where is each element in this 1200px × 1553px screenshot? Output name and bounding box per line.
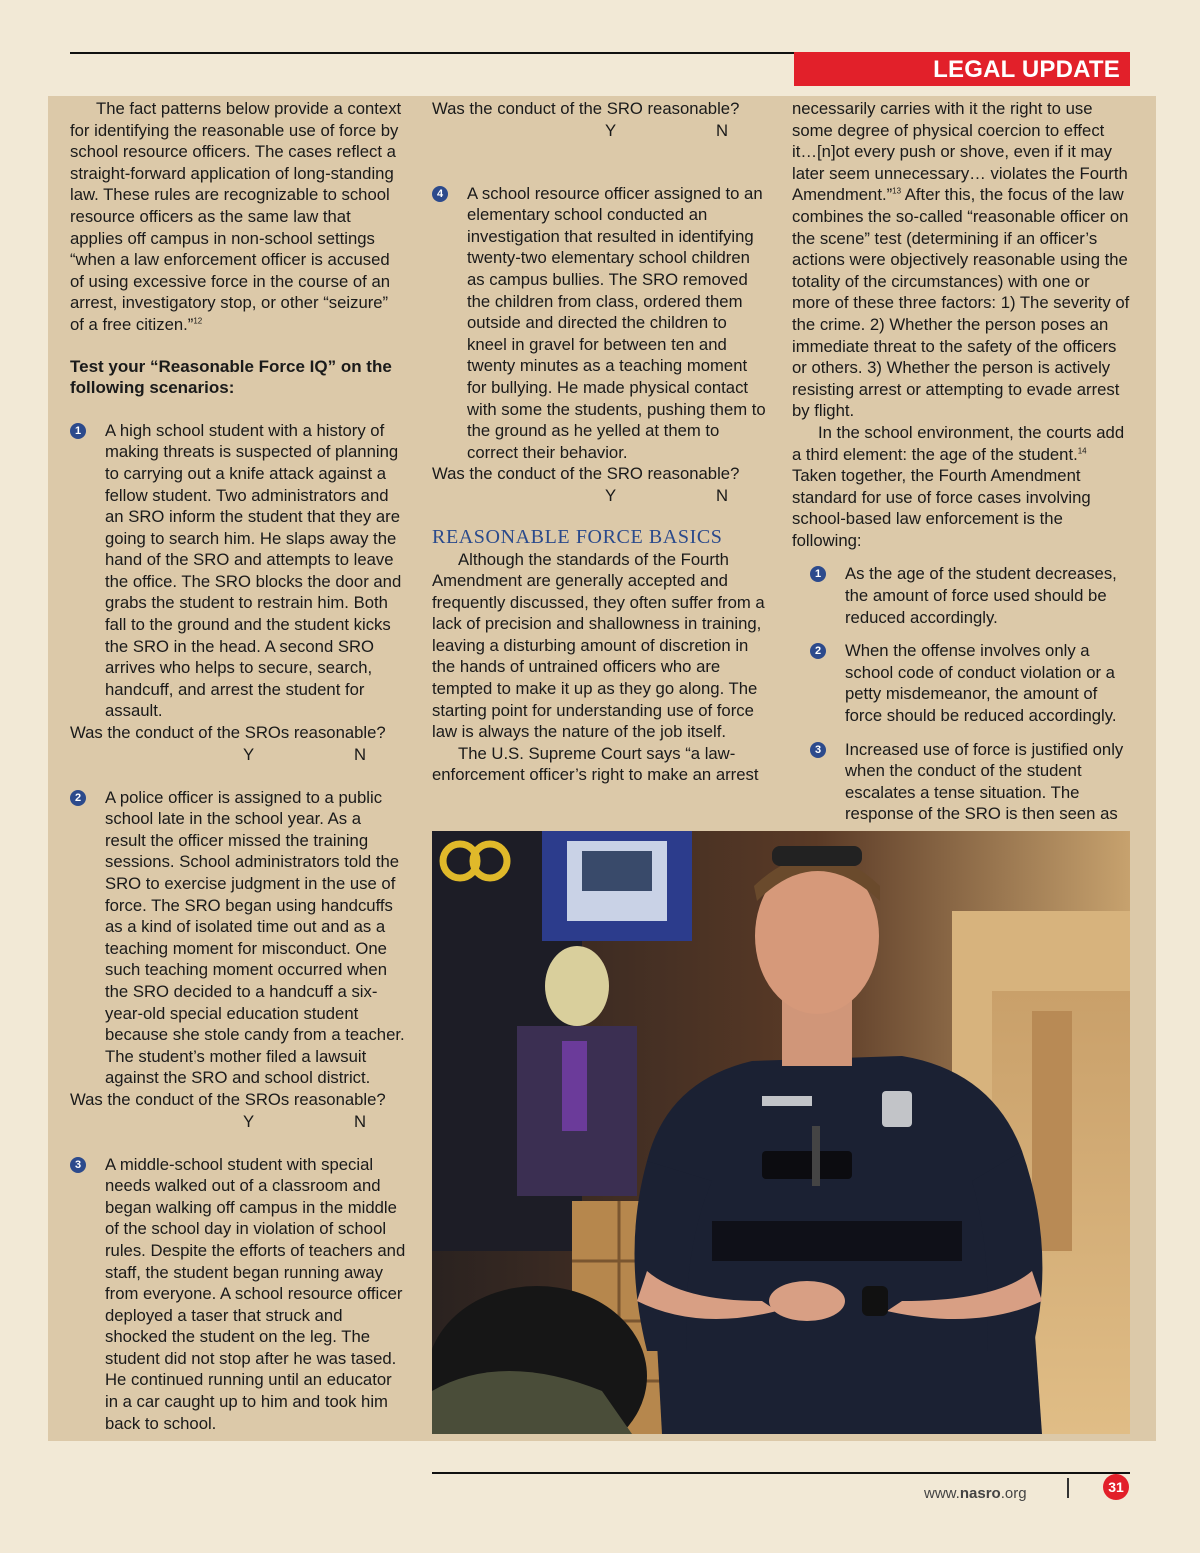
no-option[interactable]: N <box>716 120 729 140</box>
url-prefix: www. <box>924 1485 960 1502</box>
factor-text: When the offense involves only a school code of conduct violation or a petty misdemeanor, the amount of force should be reduced accordingly. <box>845 641 1117 726</box>
no-option[interactable]: N <box>354 1111 367 1131</box>
body-paragraph-1 <box>792 98 1130 422</box>
no-option[interactable]: N <box>716 485 729 505</box>
factor-2 <box>810 640 1130 726</box>
column-3 <box>792 98 1130 847</box>
no-option[interactable]: N <box>354 744 367 764</box>
number-badge: 2 <box>810 643 826 659</box>
footer-separator <box>1067 1478 1069 1498</box>
url-suffix: .org <box>1000 1485 1027 1502</box>
column-1 <box>70 98 406 1434</box>
footnote-ref: 13 <box>892 186 902 196</box>
scenario-4 <box>432 183 768 464</box>
factor-1 <box>810 563 1130 628</box>
paragraph-text: necessarily carries with it the right to use some degree of physical coercion to effect it…[n]ot every push or shove, even if it may later seem unnecessary… violates the Fourth Amendment.” <box>792 99 1128 205</box>
url-domain: nasro <box>959 1485 1001 1502</box>
intro-paragraph <box>70 98 406 336</box>
question-2: Was the conduct of the SROs reasonable? <box>70 1089 386 1109</box>
scenario-2 <box>70 787 406 1089</box>
answer-row-4 <box>432 485 768 507</box>
question-1: Was the conduct of the SROs reasonable? <box>70 723 386 743</box>
number-badge: 3 <box>810 742 826 758</box>
yes-option[interactable]: Y <box>243 1111 255 1131</box>
scenario-text: A high school student with a history of making threats is suspected of planning to carrying out a knife attack against a fellow student. Two administrators and an SRO inform the student that they are going to search him. He slaps away the hand of the SRO and attempts to leave the office. The SRO blocks the door and grabs the student to restrain him. Both fall to the ground and the student kicks the SRO in the head. A second SRO arrives who helps to secure, search, handcuff, and arrest the student for assault. <box>105 420 402 721</box>
number-badge: 2 <box>70 790 86 806</box>
question-4: Was the conduct of the SRO reasonable? <box>432 464 740 484</box>
answer-row-2 <box>70 1111 406 1133</box>
answer-row-1 <box>70 744 406 766</box>
scenario-text: A middle-school student with special needs walked out of a classroom and began walking off campus in the middle of the school day in violation of school rules. Despite the efforts of teachers and staff, the student began running away from everyone. A school resource officer deployed a taser that struck and shocked the student on the leg. The student did not stop after he was tased. He continued running until an educator in a car caught up to him and took him back to school. <box>105 1154 406 1433</box>
scenario-3 <box>70 1154 406 1435</box>
number-badge: 1 <box>70 423 86 439</box>
factor-text: Increased use of force is justified only when the conduct of the student escalates a tense situation. The response of the SRO is then seen as <box>845 739 1124 824</box>
yes-option[interactable]: Y <box>243 744 255 764</box>
body-paragraph-2 <box>792 422 1130 552</box>
yes-option[interactable]: Y <box>605 485 617 505</box>
yes-option[interactable]: Y <box>605 120 617 140</box>
scenario-text: A police officer is assigned to a public school late in the school year. As a result the officer missed the training sessions. School administrators told the SRO to exercise judgment in the use of force. The SRO began using handcuffs as a kind of isolated time out and as a teaching moment for misconduct. One such teaching moment occurred when the SRO decided to a handcuff a six-year-old special education student because she stole candy from a teacher. The student’s mother filed a lawsuit against the SRO and school district. <box>105 787 405 1088</box>
section-heading: REASONABLE FORCE BASICS <box>432 525 723 548</box>
footer-url[interactable] <box>924 1485 1027 1502</box>
column-2 <box>432 98 768 786</box>
page-number: 31 <box>1103 1474 1129 1500</box>
footnote-ref: 12 <box>193 316 203 326</box>
bottom-rule <box>432 1472 1130 1474</box>
scenario-1 <box>70 420 406 722</box>
number-badge: 3 <box>70 1157 86 1173</box>
basics-paragraph-1: Although the standards of the Fourth Amendment are generally accepted and frequently discussed, they often suffer from a lack of precision and shallowness in training, leaving a disturbing amount of discretion in the hands of untrained officers who are tempted to make it up as they go along. The starting point for understanding use of force law is always the nature of the job itself. <box>432 549 765 742</box>
intro-text: The fact patterns below provide a context for identifying the reasonable use of force by school resource officers. The cases reflect a straight-forward application of long-standing law. These rules are recognizable to school resource officers as the same law that applies off campus in non-school settings “when a law enforcement officer is accused of using excessive force in the course of an arrest, investigatory stop, or other “seizure” of a free citizen.” <box>70 99 402 334</box>
number-badge: 4 <box>432 186 448 202</box>
number-badge: 1 <box>810 566 826 582</box>
basics-paragraph-2: The U.S. Supreme Court says “a law-enforcement officer’s right to make an arrest <box>432 743 759 785</box>
officer-photo <box>432 831 1130 1434</box>
scenario-text: A school resource officer assigned to an elementary school conducted an investigation that resulted in identifying twenty-two elementary school children as campus bullies. The SRO removed the children from class, ordered them outside and directed the children to kneel in gravel for between ten and twenty minutes as a teaching moment for bullying. He made physical contact with some the students, pushing them to the ground as he yelled at them to correct their behavior. <box>467 183 766 462</box>
top-rule <box>70 52 795 54</box>
answer-row-3 <box>432 120 768 142</box>
paragraph-text: Taken together, the Fourth Amendment standard for use of force cases involving school-based law enforcement is the following: <box>792 466 1091 550</box>
paragraph-text: After this, the focus of the law combines the so-called “reasonable officer on the scene” test (determining if an officer’s actions were objectively reasonable using the totality of the circumstances) with one or more of these three factors: 1) The severity of the crime. 2) Whether the person poses an immediate threat to the safety of the officers or others. 3) Whether the person is actively resisting arrest or attempting to evade arrest by flight. <box>792 185 1130 421</box>
question-3: Was the conduct of the SRO reasonable? <box>432 99 740 118</box>
factor-text: As the age of the student decreases, the amount of force used should be reduced accordingly. <box>845 564 1117 627</box>
paragraph-text: In the school environment, the courts add a third element: the age of the student. <box>792 422 1125 464</box>
section-tag: LEGAL UPDATE <box>794 52 1130 86</box>
footnote-ref: 14 <box>1077 445 1087 455</box>
test-heading: Test your “Reasonable Force IQ” on the following scenarios: <box>70 356 392 398</box>
